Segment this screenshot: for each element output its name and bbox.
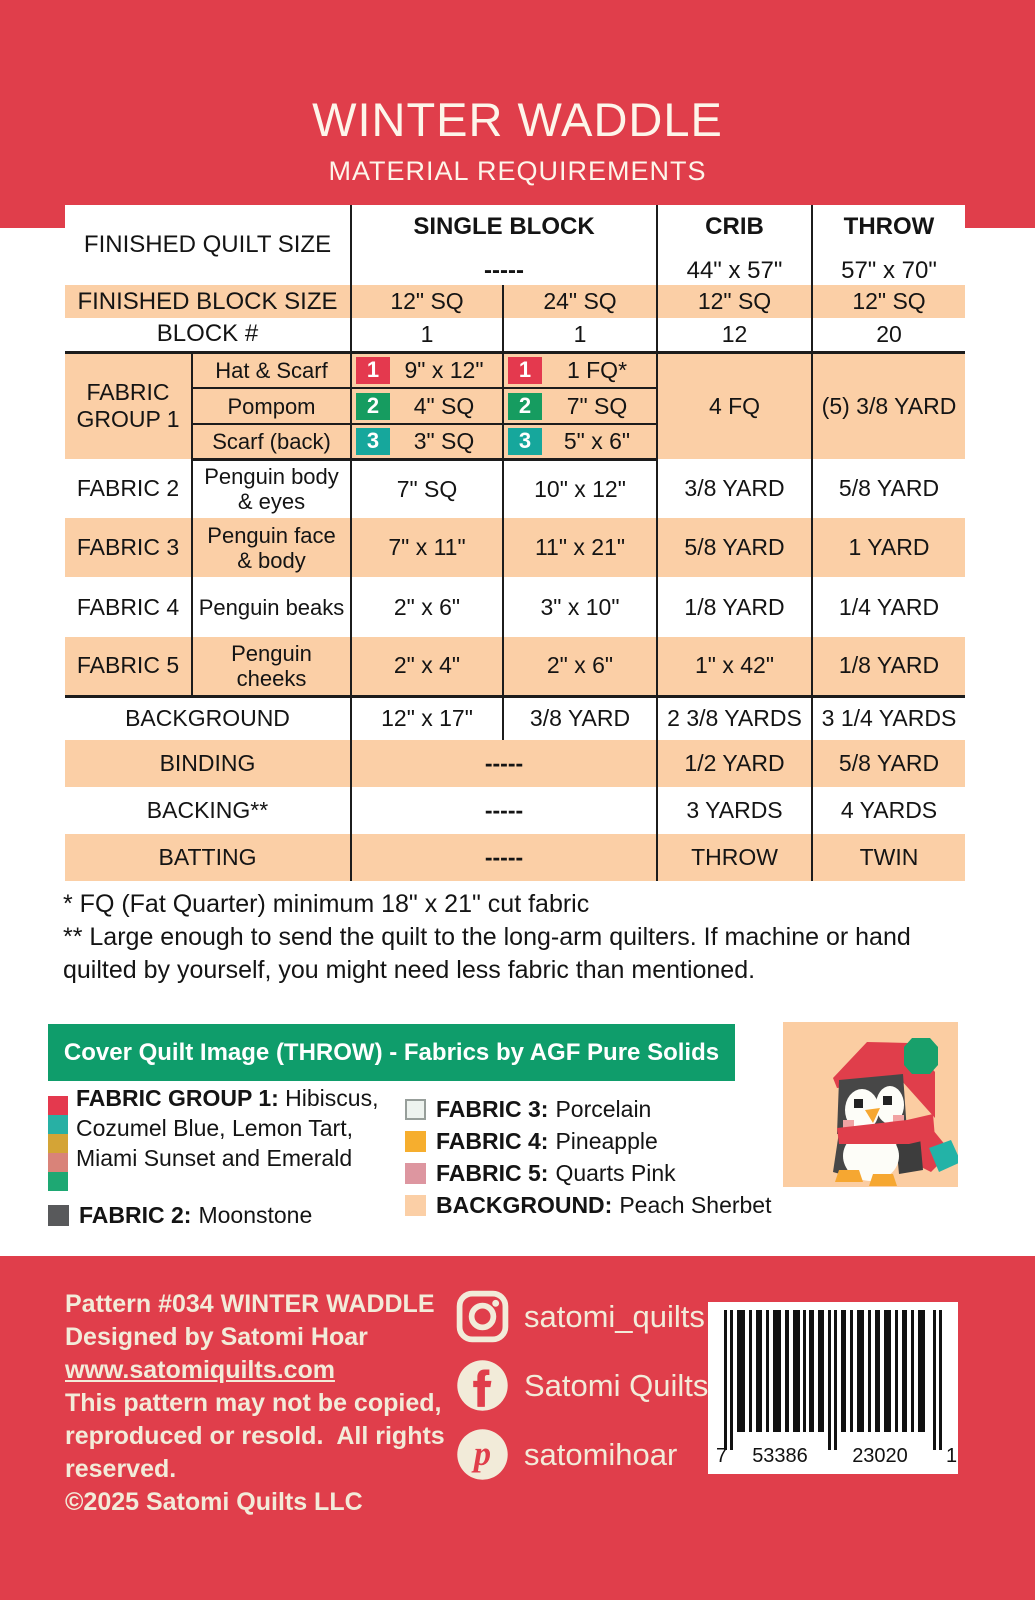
fabric-label: FABRIC 2 [76,475,180,501]
table-row [65,459,965,518]
legend-label: FABRIC 4: [436,1128,549,1154]
value-cell [503,424,657,459]
cell: 3 1/4 YARDS [812,696,965,740]
value: 3" SQ [413,427,475,454]
cover-quilt-banner: Cover Quilt Image (THROW) - Fabrics by AGF Pure Solids [48,1024,735,1081]
value-cell [503,352,657,388]
legend-label: BACKGROUND: [436,1192,613,1218]
swatch-moonstone [48,1205,69,1226]
page-subtitle: MATERIAL REQUIREMENTS [328,156,707,186]
part-cell: Penguin face & body [192,518,351,577]
fabric-2-legend [48,1202,312,1229]
table-row [65,352,965,388]
cell: 2 3/8 YARDS [657,696,812,740]
table-row [65,577,965,637]
background-label: BACKGROUND [125,705,290,732]
fabric-group-1-label: FABRIC GROUP 1 [65,352,192,459]
fabric-1-badge: 1 [508,357,542,384]
crib-header [657,205,812,285]
legend-value: Porcelain [555,1096,652,1122]
legend-label: FABRIC 5: [436,1160,549,1186]
legend-value: Quarts Pink [555,1160,676,1186]
legend-label: FABRIC 2: [79,1202,192,1228]
swatch-emerald [48,1172,68,1191]
barcode-digit-right: 1 [946,1445,958,1467]
value-cell [503,388,657,424]
cell: 3/8 YARD [503,696,657,740]
table-row [65,787,965,834]
legend-label: FABRIC GROUP 1: [76,1085,279,1111]
facebook-handle: Satomi Quilts [524,1367,709,1403]
pattern-number: Pattern #034 WINTER WADDLE [65,1290,435,1318]
part-cell: Penguin body & eyes [192,459,351,518]
rights-notice: This pattern may not be copied, reproduced or resold. All rights reserved. [65,1389,452,1483]
value: 9" x 12" [404,356,484,383]
swatch-lemon-tart [48,1134,68,1153]
pinterest-icon [455,1427,510,1482]
cell: 12 [657,318,812,352]
swatch-pineapple [405,1131,426,1152]
table-row [65,518,965,577]
instagram-row [455,1289,708,1344]
value-cell [351,352,503,388]
fabric-label: FABRIC 3 [65,518,192,577]
facebook-icon [455,1358,510,1413]
fabric-3-legend [405,1096,651,1123]
cell: 4 YARDS [812,787,965,834]
fabric-group-1-legend [76,1083,391,1173]
single-block-header [351,205,657,285]
value: 1 FQ* [566,356,628,383]
barcode-digits-group1: 53386 [752,1445,808,1467]
swatch-porcelain [405,1099,426,1120]
cell: 2" x 6" [503,637,657,696]
finished-quilt-size-label: FINISHED QUILT SIZE [83,231,332,258]
footnote-backing: ** Large enough to send the quilt to the long-arm quilters. If machine or hand quilted by yourself, you might need less fabric than mentioned. [63,923,918,984]
cell: 7" SQ [351,459,503,518]
footnote-fq: * FQ (Fat Quarter) minimum 18" x 21" cut fabric [63,890,590,918]
cell: ----- [351,740,657,787]
facebook-row [455,1358,708,1413]
cell: 12" x 17" [351,696,503,740]
swatch-miami-sunset [48,1153,68,1172]
footer-band [0,1256,1035,1600]
value: 7" SQ [566,392,628,419]
cell: 5/8 YARD [657,518,812,577]
penguin-quilt-block-image [783,1022,958,1187]
cell: 12" SQ [812,285,965,318]
throw-size: 57" x 70" [841,257,937,284]
table-row [65,696,965,740]
single-block-dash: ----- [484,257,524,284]
barcode-digit-left: 7 [716,1445,728,1467]
fabric-1-badge: 1 [356,357,390,384]
cell: 5/8 YARD [812,459,965,518]
table-row [65,205,965,285]
cell: 24" SQ [503,285,657,318]
cell: TWIN [812,834,965,881]
cell: 12" SQ [657,285,812,318]
cell: ----- [351,787,657,834]
fabric-3-badge: 3 [356,428,390,455]
crib-title: CRIB [705,213,764,240]
fabric-2-badge: 2 [356,393,390,420]
table-row [65,834,965,881]
cell: 2" x 4" [351,637,503,696]
finished-block-size-label: FINISHED BLOCK SIZE [65,285,351,318]
svg-text:p: p [473,1434,492,1473]
table-row [65,285,965,318]
fabric-label: FABRIC 5 [65,637,192,696]
website-link: www.satomiquilts.com [65,1356,335,1384]
cell: 3 YARDS [657,787,812,834]
legend-value: Moonstone [198,1202,313,1228]
single-block-title: SINGLE BLOCK [413,213,595,240]
cell: 11" x 21" [503,518,657,577]
value: 4" SQ [413,392,475,419]
swatch-quarts-pink [405,1163,426,1184]
instagram-icon [455,1289,510,1344]
pinterest-row [455,1427,708,1482]
legend-value: Peach Sherbet [619,1192,772,1218]
fabric-group-1-swatch-stack [48,1096,68,1191]
value-cell [351,424,503,459]
throw-header [812,205,965,285]
cell: THROW [657,834,812,881]
cell: 3/8 YARD [657,459,812,518]
table-row [65,740,965,787]
fabric-5-legend [405,1160,676,1187]
part-cell: Pompom [192,388,351,424]
background-legend [405,1192,772,1219]
instagram-handle: satomi_quilts [524,1298,705,1334]
cell: 7" x 11" [351,518,503,577]
value: 5" x 6" [563,427,631,454]
social-links [455,1289,708,1496]
designer: Designed by Satomi Hoar [65,1323,368,1351]
fabric-3-badge: 3 [508,428,542,455]
fabric-label: FABRIC 4 [76,593,180,620]
legend-label: FABRIC 3: [436,1096,549,1122]
footnotes [63,888,943,987]
crib-group-cell: 4 FQ [657,352,812,459]
barcode [708,1302,958,1474]
swatch-hibiscus [48,1096,68,1115]
fabric-2-badge: 2 [508,393,542,420]
part-cell: Penguin cheeks [192,637,351,696]
cell: 10" x 12" [503,459,657,518]
page-title: WINTER WADDLE [312,93,723,146]
backing-label: BACKING** [146,797,269,823]
cell: 1/8 YARD [812,637,965,696]
part-cell: Penguin beaks [192,577,351,637]
barcode-digits-group2: 23020 [852,1445,908,1467]
cell: 2" x 6" [351,577,503,637]
throw-group-cell: (5) 3/8 YARD [812,352,965,459]
part-cell: Scarf (back) [192,424,351,459]
cell: 1" x 42" [657,637,812,696]
throw-title: THROW [843,213,935,240]
fabric-4-legend [405,1128,658,1155]
legend-value: Hibiscus, Cozumel Blue, Lemon Tart, Miami Sunset and Emerald [76,1085,379,1171]
value-cell [351,388,503,424]
copyright: ©2025 Satomi Quilts LLC [65,1488,363,1516]
material-requirements-table [65,205,965,881]
table-row [65,318,965,352]
cell: 1/4 YARD [812,577,965,637]
pinterest-handle: satomihoar [524,1436,678,1472]
cell: 1 [351,318,503,352]
cell: ----- [351,834,657,881]
legend-value: Pineapple [555,1128,658,1154]
table-row [65,637,965,696]
block-count-label: BLOCK # [65,318,351,352]
cell: 1 YARD [812,518,965,577]
swatch-cozumel-blue [48,1115,68,1134]
cell: 12" SQ [351,285,503,318]
part-cell: Hat & Scarf [192,352,351,388]
cell: 3" x 10" [503,577,657,637]
swatch-peach-sherbet [405,1195,426,1216]
binding-label: BINDING [65,740,351,787]
batting-label: BATTING [65,834,351,881]
cell: 1 [503,318,657,352]
cell: 20 [812,318,965,352]
cell: 1/8 YARD [657,577,812,637]
crib-size: 44" x 57" [686,257,783,284]
cell: 1/2 YARD [657,740,812,787]
footer-text [65,1288,457,1519]
cell: 5/8 YARD [812,740,965,787]
